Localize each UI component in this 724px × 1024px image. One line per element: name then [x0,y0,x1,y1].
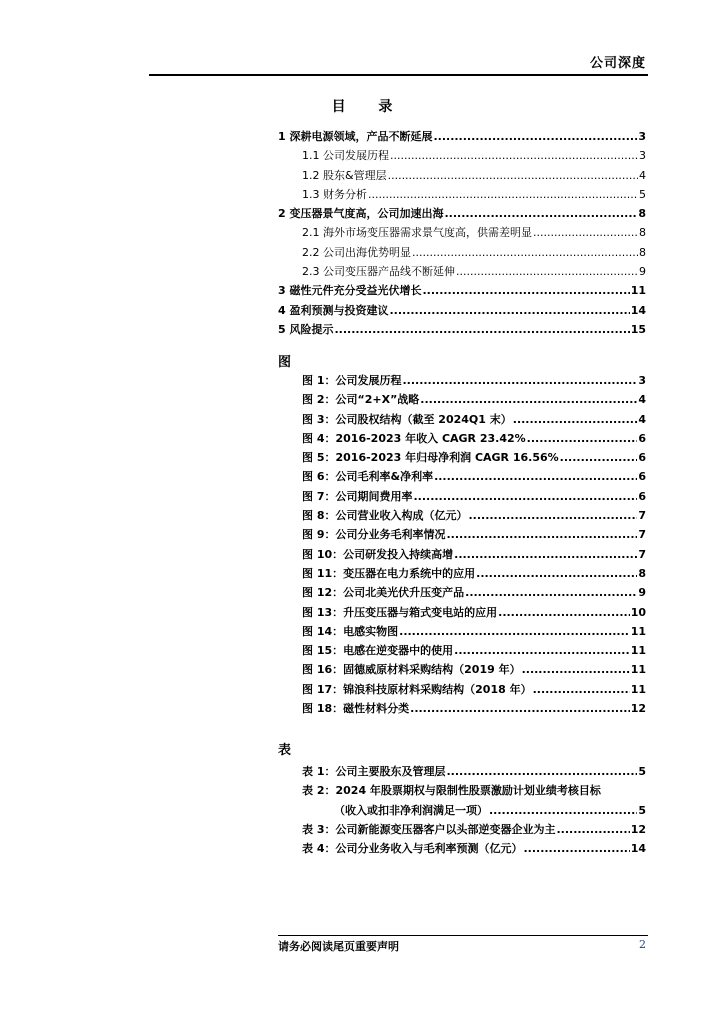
figure-entry-page: 11 [630,644,646,658]
figure-entry-title: 图 7：公司期间费用率 [302,489,413,503]
dot-leader [465,583,637,602]
figure-entry-page: 9 [638,586,646,600]
toc-entry[interactable] [278,146,646,165]
toc-entry-page: 5 [639,187,646,201]
dot-leader [399,622,630,641]
figure-entry[interactable] [278,603,646,622]
figure-entry[interactable] [278,525,646,544]
dot-leader [527,429,638,448]
toc-entry-page: 8 [639,245,646,259]
toc-entry-title: 5 风险提示 [278,322,334,336]
dot-leader [334,320,629,339]
figure-entry[interactable] [278,467,646,486]
figure-entry[interactable] [278,448,646,467]
figure-entry-page: 7 [638,547,646,561]
figure-entry-title: 图 15：电感在逆变器中的使用 [302,644,454,658]
table-entry-page: 5 [638,803,646,817]
list-of-figures [278,371,646,718]
figure-entry-page: 10 [630,605,646,619]
table-entry[interactable] [278,839,646,858]
table-entry-title: （收入或扣非净利润满足一项） [334,803,488,817]
table-entry-page: 14 [630,842,646,856]
dot-leader [560,448,638,467]
figure-entry-title: 图 2：公司“2+X”战略 [302,393,420,407]
figure-entry-page: 12 [630,702,646,716]
figure-entry-page: 11 [630,663,646,677]
toc-entry-page: 8 [638,207,646,221]
dot-leader [556,820,629,839]
toc-entry-page: 11 [630,284,646,298]
figure-entry-title: 图 17：锦浪科技原材料采购结构（2018 年） [302,682,532,696]
table-entry-title: 表 4：公司分业务收入与毛利率预测（亿元） [302,842,523,856]
toc-entry[interactable] [278,185,646,204]
figure-entry-page: 4 [638,393,646,407]
figure-entry-page: 6 [638,451,646,465]
toc-entry-title: 4 盈利预测与投资建议 [278,303,389,317]
figure-entry[interactable] [278,487,646,506]
dot-leader [454,545,637,564]
list-of-tables [278,762,646,858]
toc-entry-page: 15 [630,322,646,336]
toc-entry[interactable] [278,223,646,242]
figure-entry-title: 图 5：2016-2023 年归母净利润 CAGR 16.56% [302,451,559,465]
table-entry[interactable] [278,820,646,839]
figure-entry-page: 7 [638,528,646,542]
toc-entry-page: 3 [638,130,646,143]
dot-leader [476,564,637,583]
figure-entry[interactable] [278,680,646,699]
table-entry-title: 表 3：公司新能源变压器客户以头部逆变器企业为主 [302,822,556,836]
header-divider [149,74,648,76]
figure-entry-page: 11 [630,624,646,638]
tables-heading: 表 [278,743,292,758]
dot-leader [388,166,638,185]
toc-entry[interactable] [278,127,646,146]
dot-leader [410,699,630,718]
dot-leader [468,506,637,525]
dot-leader [533,680,630,699]
toc-entry[interactable] [278,320,646,339]
toc-entry-page: 4 [639,168,646,182]
dot-leader [513,410,638,429]
footer-disclaimer: 请务必阅读尾页重要声明 [278,940,399,953]
figure-entry-title: 图 16：固德威原材料采购结构（2019 年） [302,663,521,677]
figure-entry[interactable] [278,622,646,641]
toc-entry-title: 1.2 股东&管理层 [302,168,387,182]
table-entry-title: 表 1：公司主要股东及管理层 [302,765,446,778]
toc-entry[interactable] [278,262,646,281]
figure-entry-title: 图 9：公司分业务毛利率情况 [302,528,446,542]
figure-entry[interactable] [278,660,646,679]
dot-leader [498,603,630,622]
figure-entry-page: 4 [638,412,646,426]
dot-leader [402,371,637,390]
figure-entry-title: 图 13：升压变压器与箱式变电站的应用 [302,605,498,619]
toc-entry-page: 3 [639,149,646,163]
toc-entry-page: 14 [630,303,646,317]
figure-entry-title: 图 11：变压器在电力系统中的应用 [302,566,476,580]
dot-leader [456,262,638,281]
dot-leader [523,839,629,858]
footer-divider [278,935,648,936]
dot-leader [420,390,637,409]
figures-heading: 图 [278,355,292,370]
dot-leader [446,525,637,544]
table-entry[interactable] [278,762,646,781]
table-entry[interactable] [278,801,646,820]
toc-entry[interactable] [278,166,646,185]
figure-entry[interactable] [278,564,646,583]
table-of-contents [278,127,646,339]
toc-entry-title: 1.1 公司发展历程 [302,149,389,163]
dot-leader [444,204,637,223]
page-title: 目 录 [331,99,407,115]
figure-entry-page: 11 [630,682,646,696]
dot-leader [412,243,638,262]
figure-entry[interactable] [278,699,646,718]
table-entry[interactable] [278,781,646,800]
figure-entry-page: 6 [638,431,646,445]
figure-entry-title: 图 12：公司北美光伏升压变产品 [302,586,465,600]
figure-entry-title: 图 3：公司股权结构（截至 2024Q1 末） [302,412,512,426]
dot-leader [433,127,637,146]
figure-entry[interactable] [278,371,646,390]
toc-entry[interactable] [278,243,646,262]
toc-entry-title: 3 磁性元件充分受益光伏增长 [278,284,422,298]
toc-entry-title: 2.3 公司变压器产品线不断延伸 [302,265,455,279]
dot-leader [390,146,638,165]
dot-leader [489,801,637,820]
figure-entry-title: 图 8：公司营业收入构成（亿元） [302,509,468,523]
figure-entry[interactable] [278,390,646,409]
figure-entry-title: 图 1：公司发展历程 [302,374,402,387]
figure-entry-title: 图 6：公司毛利率&净利率 [302,470,434,484]
figure-entry[interactable] [278,429,646,448]
figure-entry[interactable] [278,506,646,525]
table-entry-page: 5 [638,765,646,778]
dot-leader [434,467,637,486]
figure-entry-page: 8 [638,566,646,580]
toc-entry[interactable] [278,301,646,320]
dot-leader [389,301,629,320]
toc-entry-title: 2.1 海外市场变压器需求景气度高，供需差明显 [302,226,532,240]
toc-entry[interactable] [278,281,646,300]
toc-entry-title: 1.3 财务分析 [302,187,367,201]
figure-entry-page: 6 [638,470,646,484]
figure-entry-page: 6 [638,489,646,503]
dot-leader [422,281,629,300]
dot-leader [446,762,637,781]
page-number: 2 [639,938,646,951]
figure-entry[interactable] [278,583,646,602]
figure-entry-title: 图 10：公司研发投入持续高增 [302,547,454,561]
dot-leader [413,487,637,506]
toc-entry-page: 9 [639,265,646,279]
report-type-label: 公司深度 [589,56,646,71]
toc-entry-title: 2 变压器景气度高，公司加速出海 [278,207,444,221]
toc-entry-title: 2.2 公司出海优势明显 [302,245,411,259]
figure-entry-title: 图 14：电感实物图 [302,624,399,638]
toc-entry-title: 1 深耕电源领域，产品不断延展 [278,130,433,143]
figure-entry[interactable] [278,545,646,564]
figure-entry[interactable] [278,641,646,660]
figure-entry-page: 3 [638,374,646,387]
figure-entry[interactable] [278,410,646,429]
toc-entry[interactable] [278,204,646,223]
toc-entry-page: 8 [639,226,646,240]
dot-leader [368,185,638,204]
table-entry-title: 表 2：2024 年股票期权与限制性股票激励计划业绩考核目标 [302,784,601,798]
dot-leader [454,641,630,660]
figure-entry-title: 图 18：磁性材料分类 [302,702,410,716]
figure-entry-page: 7 [638,509,646,523]
dot-leader [533,223,638,242]
dot-leader [522,660,630,679]
table-entry-page: 12 [630,822,646,836]
figure-entry-title: 图 4：2016-2023 年收入 CAGR 23.42% [302,431,526,445]
